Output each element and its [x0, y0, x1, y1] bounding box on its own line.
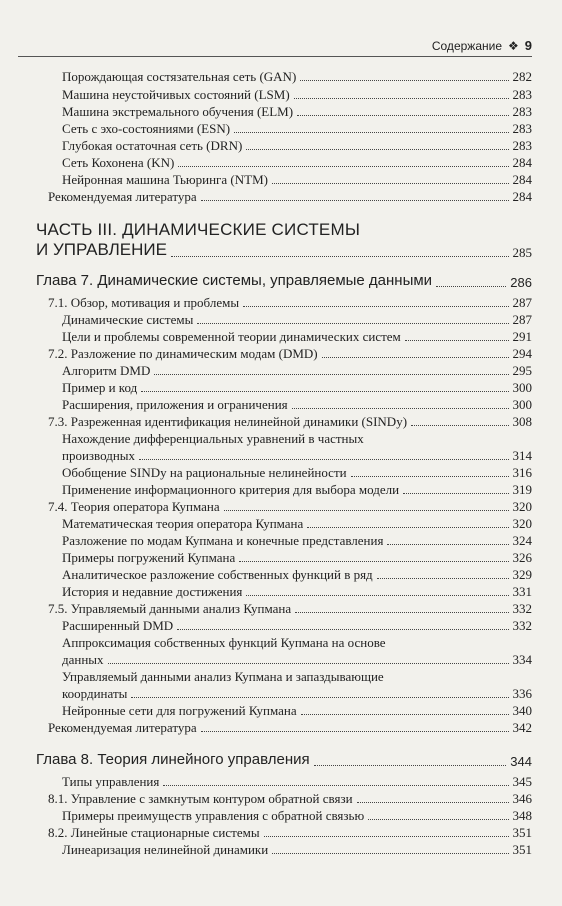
toc-entry: История и недавние достижения 331 [62, 584, 532, 599]
toc-entry: Аналитическое разложение собственных функций в ряд 329 [62, 567, 532, 582]
toc-entry: Машина экстремального обучения (ELM) 283 [62, 104, 532, 119]
toc-entry: Примеры преимуществ управления с обратной связью 348 [62, 808, 532, 823]
toc-section: 7.5. Управляемый данными анализ Купмана 332 [48, 601, 532, 616]
part-page: 285 [512, 245, 532, 260]
toc-entry: Динамические системы 287 [62, 312, 532, 327]
header-page-number: 9 [524, 38, 532, 53]
toc-entry: Нейронная машина Тьюринга (NTM) 284 [62, 172, 532, 187]
toc-entry: Примеры погружений Купмана 326 [62, 550, 532, 565]
toc-section: 8.2. Линейные стационарные системы 351 [48, 825, 532, 840]
header-diamond-icon: ❖ [508, 39, 519, 53]
toc-section: 7.3. Разреженная идентификация нелинейной динамики (SINDy) 308 [48, 414, 532, 429]
toc-entry: данных 334 [62, 652, 532, 667]
chapter-8-heading: Глава 8. Теория линейного управления 344 [36, 751, 532, 769]
part-title-line1: ЧАСТЬ III. ДИНАМИЧЕСКИЕ СИСТЕМЫ [36, 220, 361, 239]
toc-section: 7.2. Разложение по динамическим модам (DMD) 294 [48, 346, 532, 361]
toc-entry: координаты 336 [62, 686, 532, 701]
toc-entry: Разложение по модам Купмана и конечные представления 324 [62, 533, 532, 548]
toc-entry: Применение информационного критерия для выбора модели 319 [62, 482, 532, 497]
toc-section: 8.1. Управление с замкнутым контуром обратной связи 346 [48, 791, 532, 806]
toc-entry: Типы управления 345 [62, 774, 532, 789]
toc-entry: производных 314 [62, 448, 532, 463]
toc-entry: Порождающая состязательная сеть (GAN) 282 [62, 69, 532, 84]
part-title-row [36, 239, 532, 261]
toc-entry: Математическая теория оператора Купмана 320 [62, 516, 532, 531]
toc-entry-line1: Нахождение дифференциальных уравнений в частных [62, 431, 364, 446]
part-title-line2: И УПРАВЛЕНИЕ [36, 240, 167, 259]
toc-entry: Рекомендуемая литература 342 [48, 720, 532, 735]
toc-entry-line1: Управляемый данными анализ Купмана и запаздывающие [62, 669, 384, 684]
toc-entry: Расширенный DMD 332 [62, 618, 532, 633]
toc-entry: Пример и код 300 [62, 380, 532, 395]
toc-entry: Нейронные сети для погружений Купмана 340 [62, 703, 532, 718]
toc-section: 7.1. Обзор, мотивация и проблемы 287 [48, 295, 532, 310]
toc-entry: Линеаризация нелинейной динамики 351 [62, 842, 532, 857]
toc-entry: Машина неустойчивых состояний (LSM) 283 [62, 87, 532, 102]
header-section: Содержание [431, 39, 502, 53]
toc-entry: Сеть Кохонена (KN) 284 [62, 155, 532, 170]
chapter-7-heading: Глава 7. Динамические системы, управляемые данными 286 [36, 272, 532, 290]
toc-entry-line1: Аппроксимация собственных функций Купмана на основе [62, 635, 386, 650]
toc-entry: Цели и проблемы современной теории динамических систем 291 [62, 329, 532, 344]
toc-section: 7.4. Теория оператора Купмана 320 [48, 499, 532, 514]
toc-entry: Алгоритм DMD 295 [62, 363, 532, 378]
toc-entry: Обобщение SINDy на рациональные нелинейности 316 [62, 465, 532, 480]
toc-entry: Рекомендуемая литература 284 [48, 189, 532, 204]
toc-entry: Глубокая остаточная сеть (DRN) 283 [62, 138, 532, 153]
toc-entry: Расширения, приложения и ограничения 300 [62, 397, 532, 412]
toc-entry: Сеть с эхо-состояниями (ESN) 283 [62, 121, 532, 136]
running-header [18, 33, 532, 57]
